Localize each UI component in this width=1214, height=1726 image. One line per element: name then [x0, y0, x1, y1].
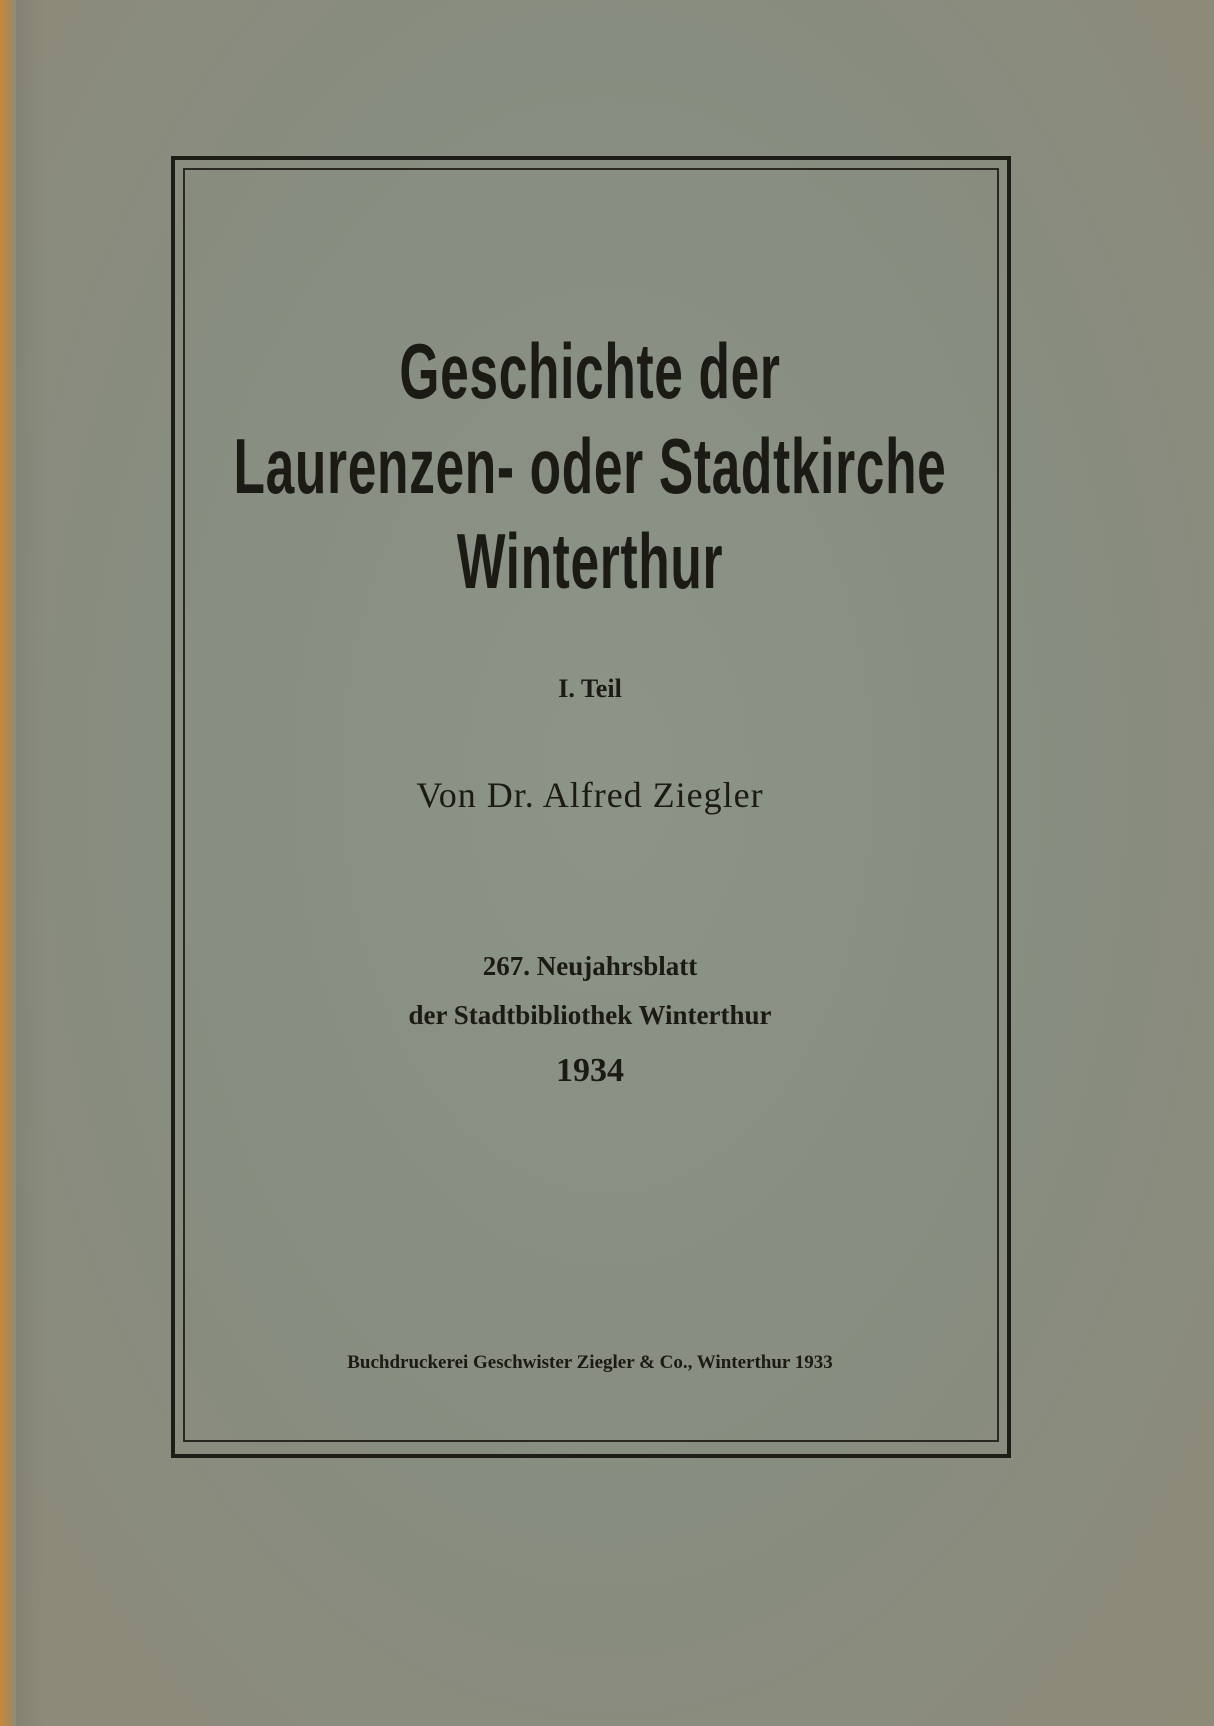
- series-line-1: 267. Neujahrsblatt: [482, 951, 698, 981]
- title-line-2: Laurenzen- oder Stadtkirche: [233, 422, 947, 510]
- cover-spine-shadow: [16, 0, 46, 1726]
- title-line-1: Geschichte der: [399, 327, 781, 415]
- cover-orange-edge: [0, 0, 16, 1726]
- title-line-3: Winterthur: [456, 517, 724, 605]
- year: 1934: [556, 1052, 624, 1089]
- author: Von Dr. Alfred Ziegler: [416, 775, 764, 815]
- part-label: I. Teil: [558, 674, 622, 703]
- series-line-2: der Stadtbibliothek Winterthur: [408, 1000, 772, 1030]
- publisher-line: Buchdruckerei Geschwister Ziegler & Co., Winterthur 1933: [347, 1352, 833, 1373]
